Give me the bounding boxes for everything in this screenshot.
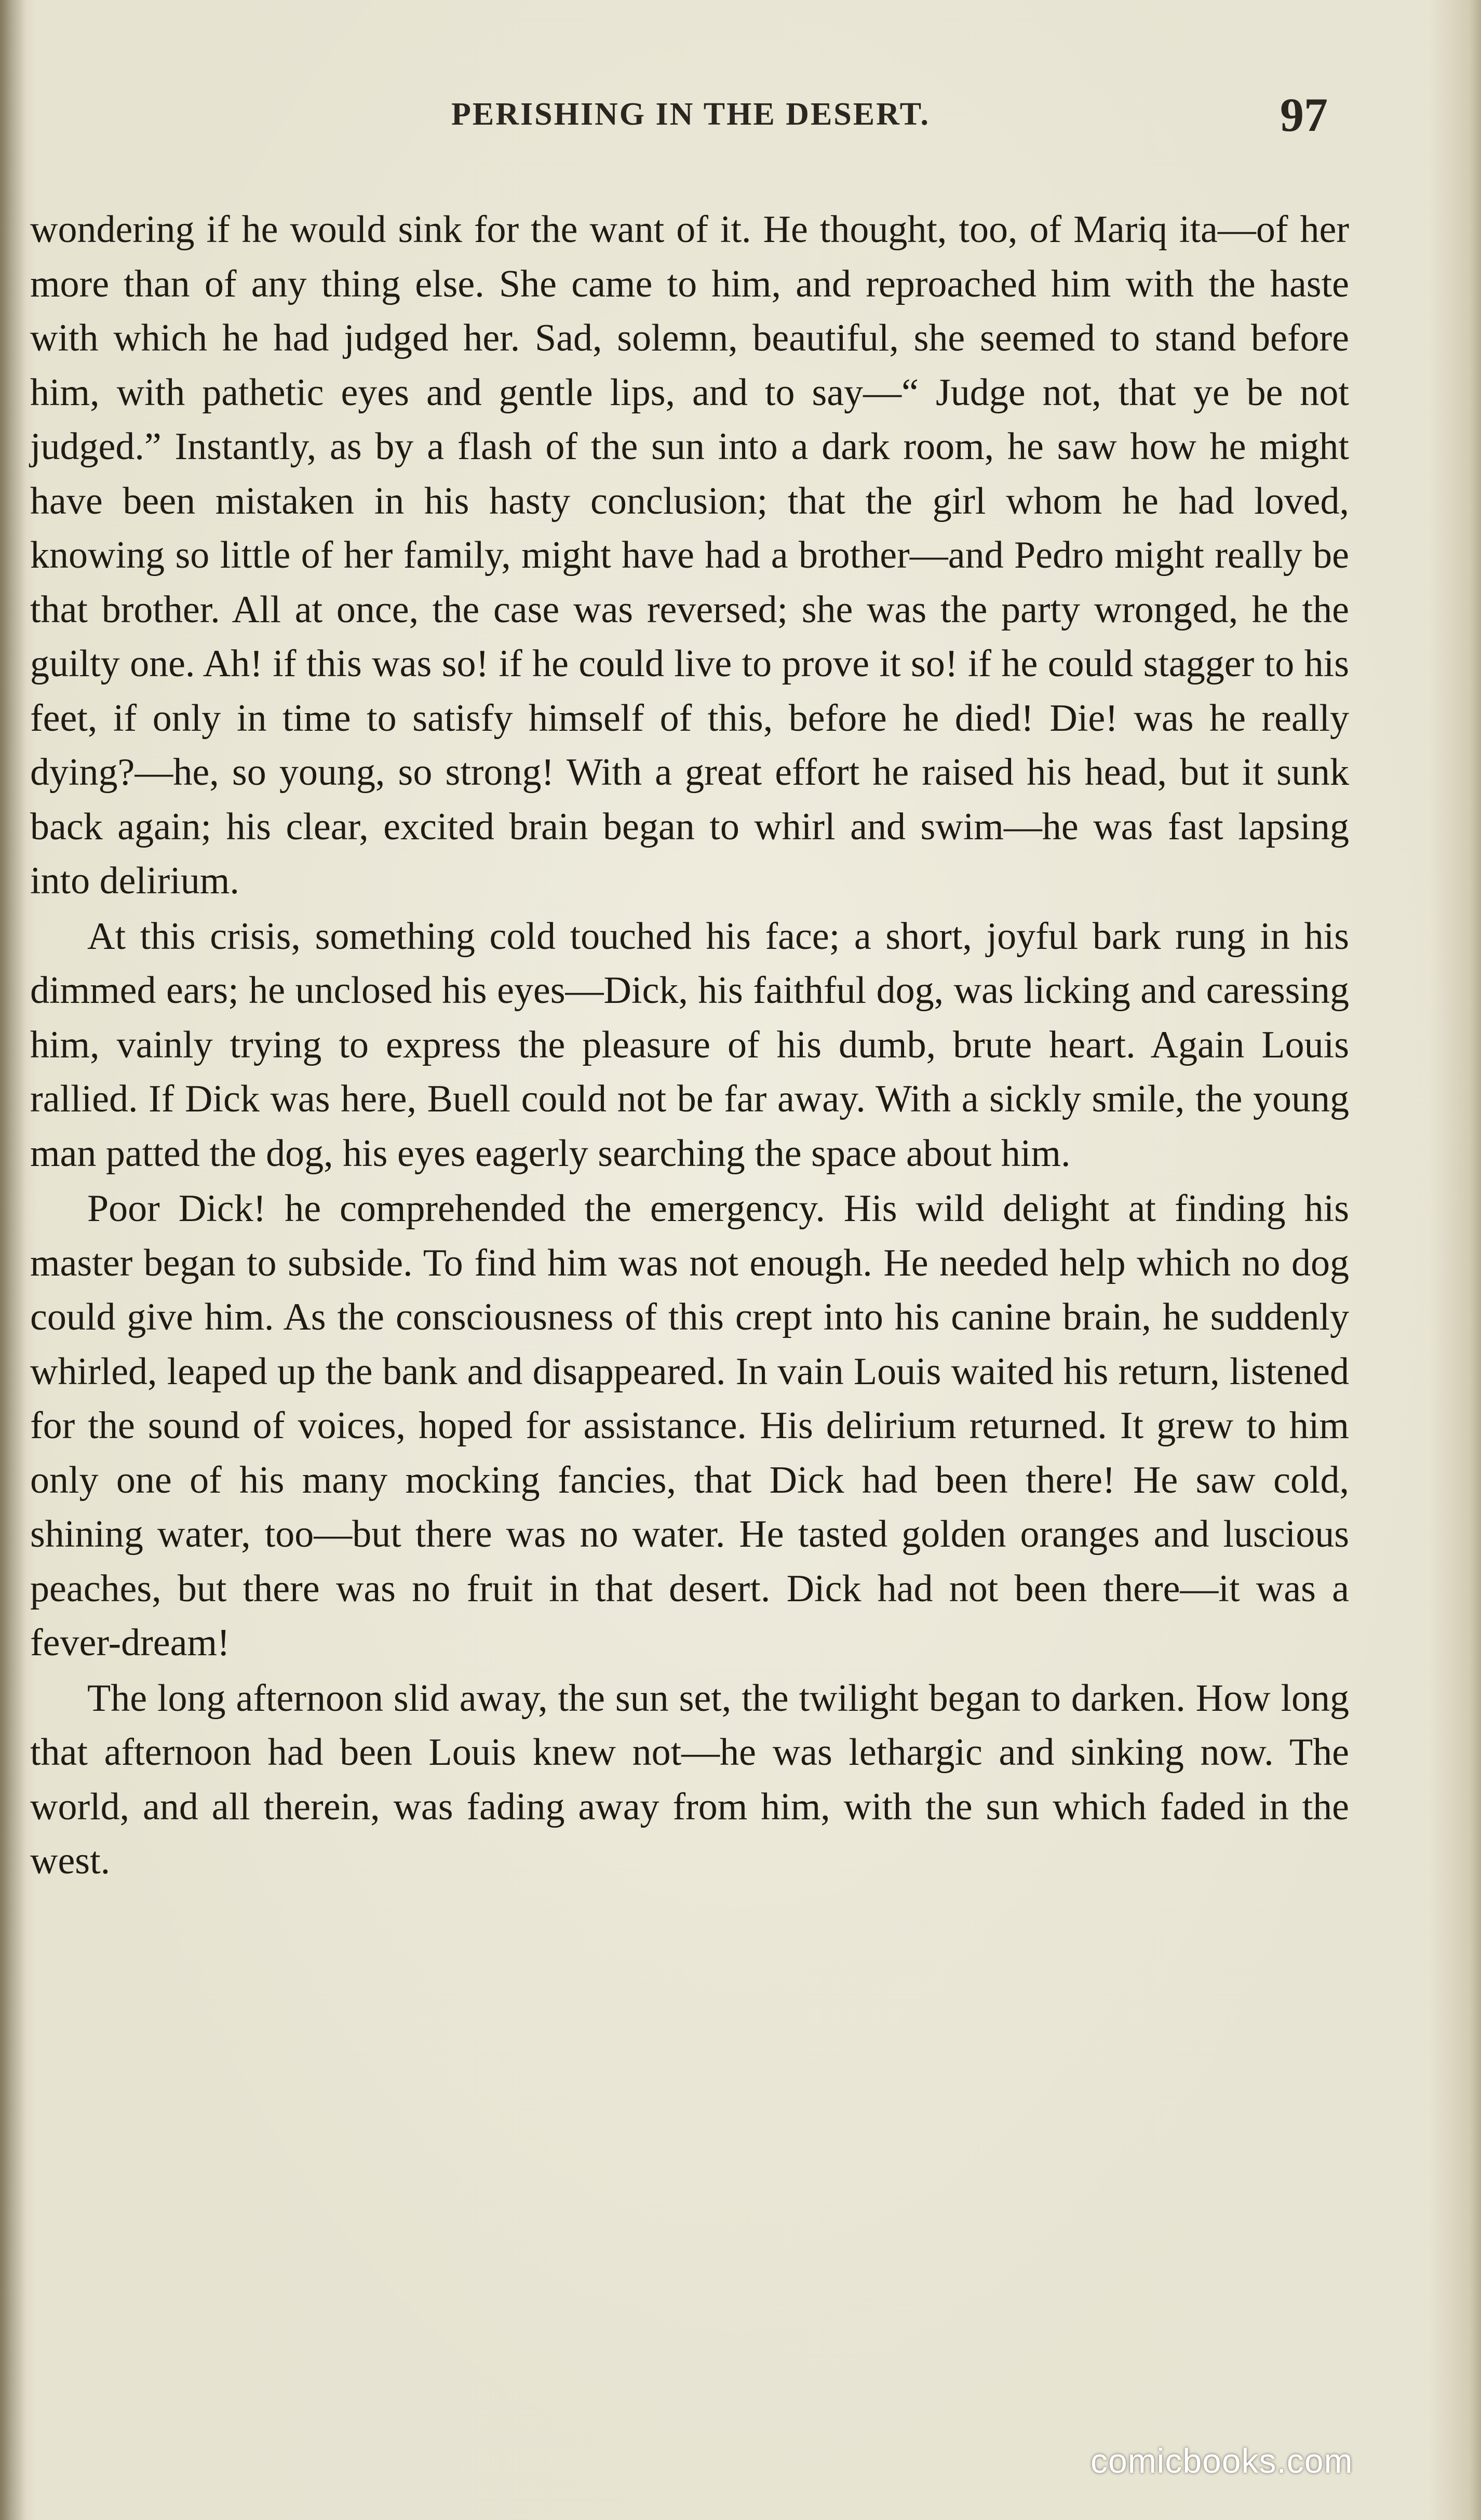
paragraph-3: Poor Dick! he comprehended the emergency. His wild delight at finding his master began to subside. To find him was not enough. He needed help which no dog could give him. As the consciousness of this crept into his canine brain, he suddenly whirled, leaped up the bank and disappeared. In vain Louis waited his return, listened for the sound of voices, hoped for assistance. His delirium returned. It grew to him only one of his many mocking fancies, that Dick had been there! He saw cold, shining water, too—but there was no water. He tasted golden oranges and luscious peaches, but there was no fruit in that desert. Dick had not been there—it was a fever-dream! bbox=[30, 1187, 1349, 1664]
watermark-logo: comicbooks.com bbox=[1090, 2442, 1353, 2480]
paragraph-2: At this crisis, something cold touched his face; a short, joyful bark rung in his dimmed ears; he unclosed his eyes—Dick, his faithful dog, was licking and caressing him, vainly trying to express the pleasure of his dumb, brute heart. Again Louis rallied. If Dick was here, Buell could not be far away. With a sickly smile, the young man patted the dog, his eyes eagerly searching the space about him. bbox=[30, 915, 1349, 1175]
page-number: 97 bbox=[1280, 88, 1328, 141]
running-head: PERISHING IN THE DESERT. bbox=[451, 97, 930, 132]
paragraph-1: wondering if he would sink for the want of it. He thought, too, of Mariq ita—of her more than of any thing else. She came to him, and reproached him with the haste with which he had judged her. Sad, solemn, beautiful, she seemed to stand before him, with pathetic eyes and gentle lips, and to say—“ Judge not, that ye be not judged.” Instantly, as by a flash of the sun into a dark room, he saw how he might have been mistaken in his hasty conclusion; that the girl whom he had loved, knowing so little of her family, might have had a brother—and Pedro might really be that brother. All at once, the case was reversed; she was the party wronged, he the guilty one. Ah! if this was so! if he could live to prove it so! if he could stagger to his feet, if only in time to satisfy himself of this, before he died! Die! was he really dying?—he, so young, so strong! With a great effort he raised his head, but it sunk back again; his clear, excited brain began to whirl and swim—he was fast lapsing into delirium. bbox=[30, 208, 1349, 902]
body-text bbox=[30, 203, 1349, 1888]
gutter-shadow bbox=[0, 0, 26, 2520]
paragraph-4: The long afternoon slid away, the sun set, the twilight began to darken. How long that afternoon had been Louis knew not—he was lethargic and sinking now. The world, and all therein, was fading away from him, with the sun which faded in the west. bbox=[30, 1677, 1349, 1882]
